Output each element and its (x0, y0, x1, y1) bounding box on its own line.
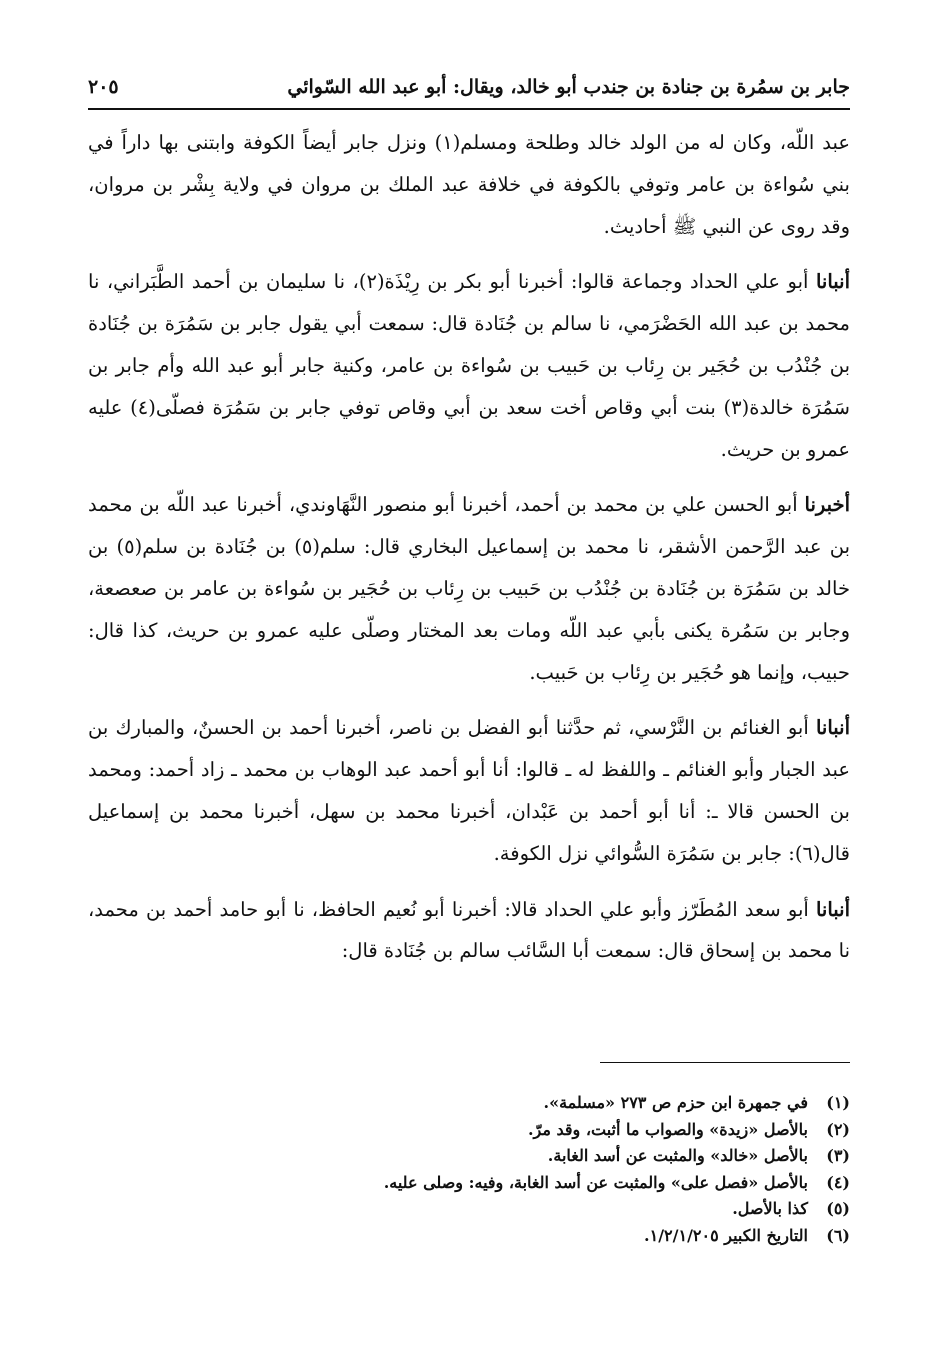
footnote-text: بالأصل «فصل على» والمثبت عن أسد الغابة، وفيه: وصلى عليه. (383, 1172, 808, 1192)
paragraph-text: عبد اللّه، وكان له من الولد خالد وطلحة ومسلم(١) ونزل جابر أيضاً الكوفة وابتنى بها داراً في بني سُواءة بن عامر وتوفي بالكوفة في خلافة عبد الملك بن مروان في ولاية بِشْر بن مروان، وقد روى عن النبي ﷺ أحاديث. (88, 131, 850, 238)
footnote-text: كذا بالأصل. (732, 1199, 808, 1218)
running-header (88, 66, 850, 108)
paragraph (88, 707, 850, 874)
footnote-number: (٣) (826, 1146, 850, 1165)
main-text (88, 122, 850, 986)
footnote-text: التاريخ الكبير ١/٢/١/٢٠٥. (644, 1225, 808, 1245)
footnote (88, 1117, 850, 1144)
footnote-text: بالأصل «خالد» والمثبت عن أسد الغابة. (547, 1146, 808, 1165)
footnote-text: في جمهرة ابن حزم ص ٢٧٣ «مسلمة». (543, 1093, 808, 1112)
footnote (88, 1170, 850, 1197)
paragraph (88, 261, 850, 470)
footnote (88, 1196, 850, 1223)
footnote-number: (٢) (826, 1119, 850, 1139)
footnote-number: (٤) (826, 1172, 850, 1192)
paragraph-text: أبو الحسن علي بن محمد بن أحمد، أخبرنا أبو منصور النَّهَاوندي، أخبرنا عبد اللّه بن محمد بن عبد الرَّحمن الأشقر، نا محمد بن إسماعيل البخاري قال: سلم(٥) بن جُنَادة بن سلم(٥) بن خالد بن سَمُرَة بن جُنَادة بن جُنْدُب بن حَبيب بن رِئاب بن حُجَير بن سُواءة بن عامر بن صعصعة، وجابر بن سَمُرة يكنى بأبي عبد اللّه ومات بعد المختار وصلّى عليه عمرو بن حريث، كذا قال: حبيب، وإنما هو حُجَير بن رِئاب بن حَبيب. (88, 493, 850, 684)
paragraph-lead: أنبانا (815, 897, 850, 921)
header-divider (88, 108, 850, 110)
paragraph (88, 889, 850, 973)
footnotes (88, 1090, 850, 1249)
header-title: جابر بن سمُرة بن جنادة بن جندب أبو خالد، ويقال: أبو عبد الله السّوائي (287, 76, 850, 98)
paragraph-lead: أنبانا (815, 270, 851, 294)
footnote-number: (٥) (826, 1199, 850, 1218)
page-number: ٢٠٥ (88, 76, 119, 98)
paragraph-text: أبو الغنائم بن النَّرْسي، ثم حدَّثنا أبو الفضل بن ناصر، أخبرنا أحمد بن الحسنٌ، والمبارك بن عبد الجبار وأبو الغنائم ـ واللفظ له ـ قالوا: أنا أبو أحمد عبد الوهاب بن محمد ـ زاد أحمد: ومحمد بن الحسن قالا ـ: أنا أبو أحمد بن عَبْدان، أخبرنا محمد بن سهل، أخبرنا محمد بن إسماعيل قال(٦): جابر بن سَمُرَة السُّوائي نزل الكوفة. (88, 716, 850, 865)
footnote-number: (١) (826, 1093, 850, 1112)
footnote-divider (600, 1062, 850, 1063)
footnote (88, 1143, 850, 1170)
paragraph (88, 122, 850, 247)
footnote-text: بالأصل «زيدة» والصواب ما أثبت، وقد مرّ. (527, 1119, 808, 1139)
footnote (88, 1223, 850, 1250)
paragraph-lead: أنبانا (815, 716, 850, 740)
footnote (88, 1090, 850, 1117)
footnote-number: (٦) (826, 1225, 850, 1245)
paragraph-text: أبو علي الحداد وجماعة قالوا: أخبرنا أبو بكر بن رِيْذَة(٢)، نا سليمان بن أحمد الطَّبَراني، نا محمد بن عبد الله الحَضْرَمي، نا سالم بن جُنَادة قال: سمعت أبي يقول جابر بن سَمُرَة بن جُنَادة بن جُنْدُب بن حُجَير بن رِئاب بن حَبيب بن سُواءة بن عامر، وكنية جابر أبو عبد الله وأم جابر بن سَمُرَة خالدة(٣) بنت أبي وقاص أخت سعد بن أبي وقاص توفي جابر بن سَمُرَة فصلّى(٤) عليه عمرو بن حريث. (88, 270, 850, 461)
paragraph (88, 484, 850, 693)
paragraph-lead: أخبرنا (804, 493, 850, 517)
paragraph-text: أبو سعد المُطَرّز وأبو علي الحداد قالا: أخبرنا أبو نُعيم الحافظ، نا أبو حامد أحمد بن محمد، نا محمد بن إسحاق قال: سمعت أبا السَّائب سالم بن جُنَادة قال: (88, 897, 850, 963)
